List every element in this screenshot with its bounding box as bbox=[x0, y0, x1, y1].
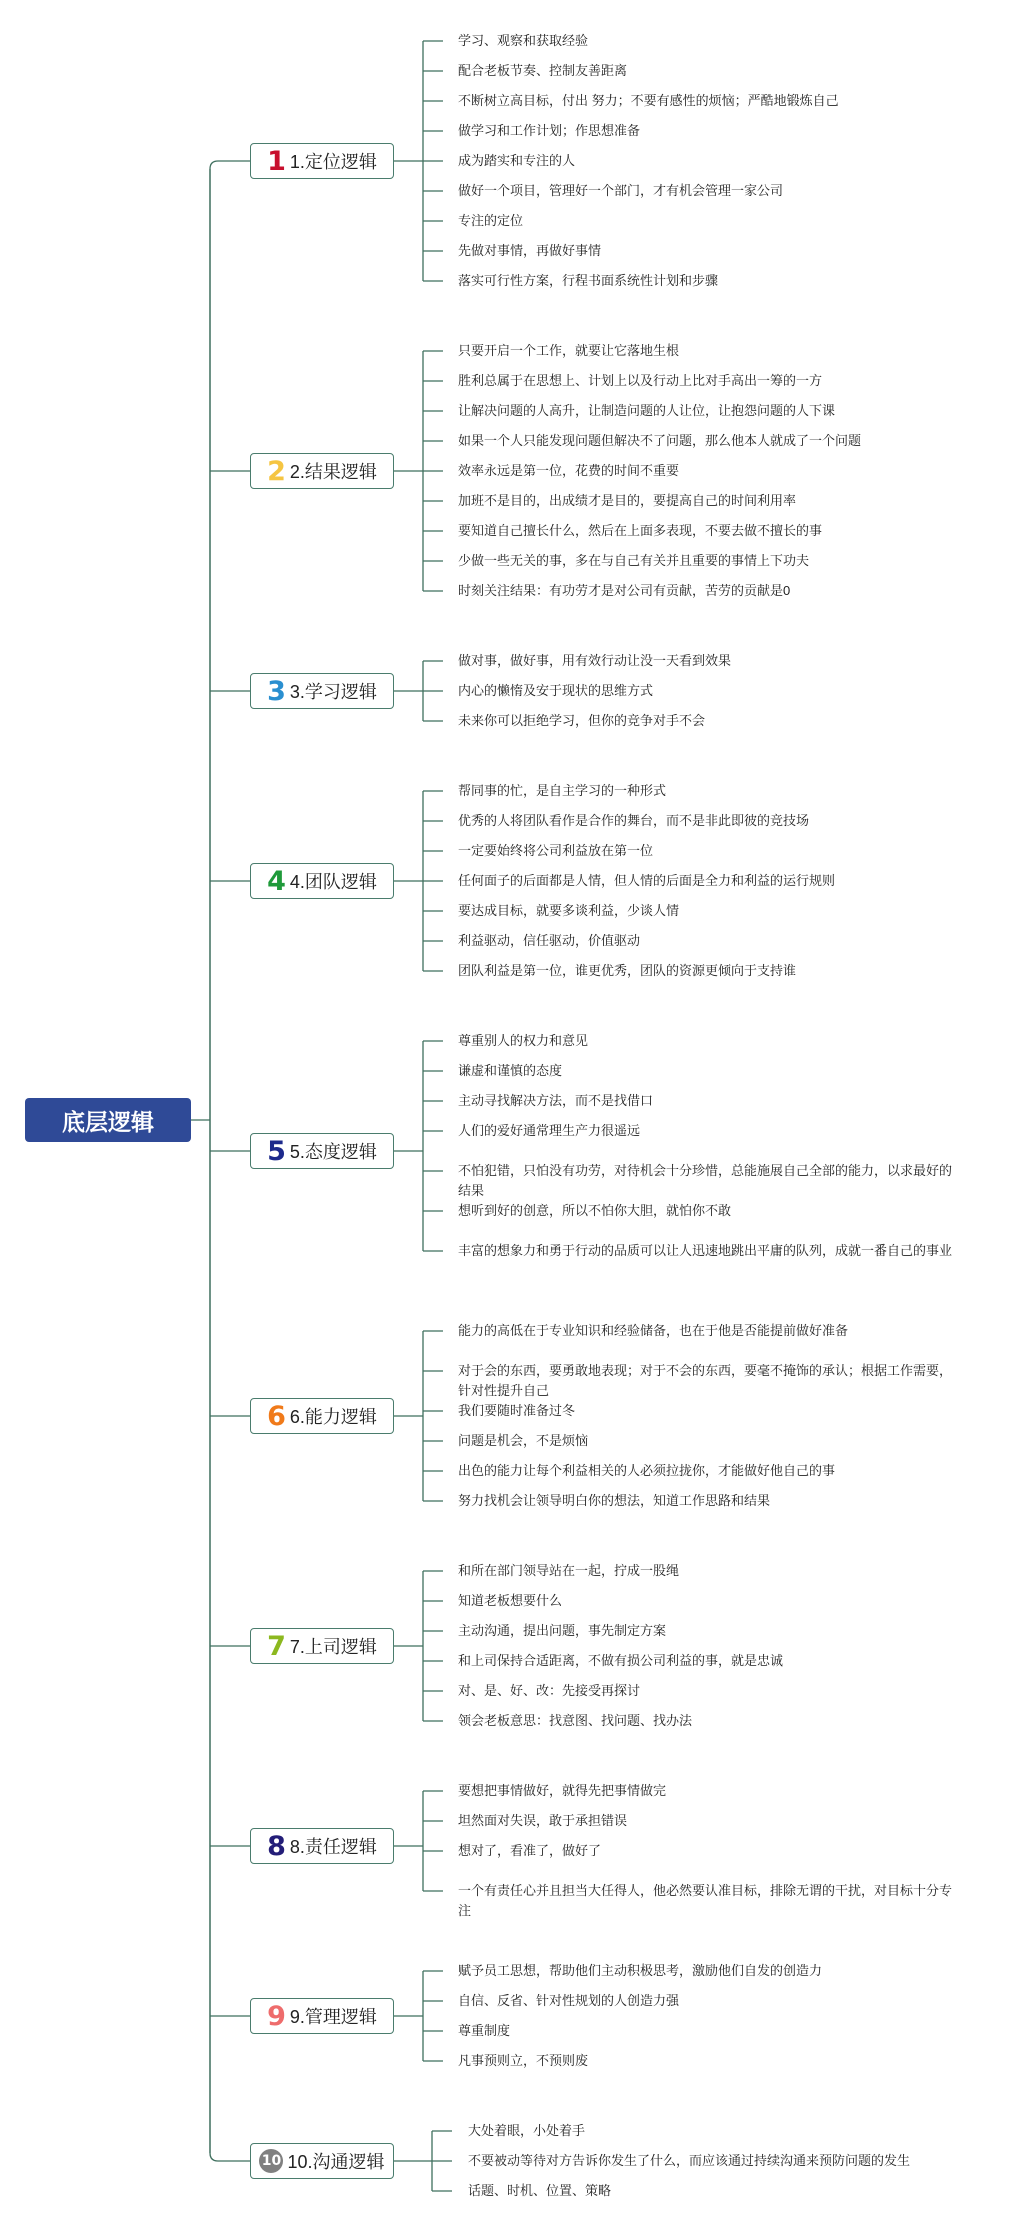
branch-label: 2.结果逻辑 bbox=[289, 462, 377, 482]
branch-label: 10.沟通逻辑 bbox=[287, 2152, 385, 2172]
leaf-item[interactable]: 先做对事情，再做好事情 bbox=[458, 243, 602, 258]
branch-node-2[interactable] bbox=[250, 453, 394, 489]
leaf-item[interactable]: 优秀的人将团队看作是合作的舞台，而不是非此即彼的竞技场 bbox=[458, 813, 810, 828]
number-icon: 6 bbox=[267, 1400, 286, 1432]
leaf-item[interactable]: 专注的定位 bbox=[458, 213, 524, 228]
leaf-item[interactable]: 问题是机会，不是烦恼 bbox=[458, 1433, 589, 1448]
branch-label: 4.团队逻辑 bbox=[289, 872, 377, 892]
leaf-item[interactable]: 少做一些无关的事，多在与自己有关并且重要的事情上下功夫 bbox=[458, 553, 810, 568]
leaf-item[interactable]: 想对了，看准了，做好了 bbox=[458, 1843, 602, 1858]
leaf-item[interactable]: 一定要始终将公司利益放在第一位 bbox=[458, 843, 654, 858]
leaf-item[interactable]: 做好一个项目，管理好一个部门，才有机会管理一家公司 bbox=[458, 183, 784, 198]
leaf-item[interactable]: 对、是、好、改：先接受再探讨 bbox=[458, 1683, 641, 1698]
leaf-item[interactable]: 不要被动等待对方告诉你发生了什么，而应该通过持续沟通来预防问题的发生 bbox=[468, 2153, 911, 2168]
leaf-item[interactable]: 主动沟通，提出问题，事先制定方案 bbox=[458, 1623, 667, 1638]
leaf-item[interactable]: 赋予员工思想，帮助他们主动积极思考，激励他们自发的创造力 bbox=[458, 1963, 823, 1978]
leaf-item[interactable]: 不断树立高目标，付出 努力；不要有感性的烦恼；严酷地锻炼自己 bbox=[458, 93, 839, 108]
leaf-item[interactable]: 努力找机会让领导明白你的想法，知道工作思路和结果 bbox=[458, 1493, 771, 1508]
branch-label: 7.上司逻辑 bbox=[289, 1637, 377, 1657]
leaf-item[interactable]: 对于会的东西，要勇敢地表现；对于不会的东西，要毫不掩饰的承认；根据工作需要，针对性提升自己 bbox=[458, 1363, 953, 1398]
leaf-item[interactable]: 成为踏实和专注的人 bbox=[458, 153, 576, 168]
leaf-item[interactable]: 领会老板意思：找意图、找问题、找办法 bbox=[458, 1713, 693, 1728]
leaf-item[interactable]: 做学习和工作计划；作思想准备 bbox=[458, 123, 641, 138]
leaf-item[interactable]: 和所在部门领导站在一起，拧成一股绳 bbox=[458, 1563, 680, 1578]
leaf-item[interactable]: 丰富的想象力和勇于行动的品质可以让人迅速地跳出平庸的队列，成就一番自己的事业 bbox=[458, 1243, 953, 1258]
branch-label: 3.学习逻辑 bbox=[289, 682, 377, 702]
leaf-item[interactable]: 尊重制度 bbox=[458, 2023, 511, 2038]
leaf-item[interactable]: 帮同事的忙，是自主学习的一种形式 bbox=[458, 783, 667, 798]
leaf-item[interactable]: 能力的高低在于专业知识和经验储备，也在于他是否能提前做好准备 bbox=[458, 1323, 849, 1338]
leaf-item[interactable]: 凡事预则立，不预则废 bbox=[458, 2053, 589, 2068]
leaf-item[interactable]: 自信、反省、针对性规划的人创造力强 bbox=[458, 1993, 680, 2008]
leaf-item[interactable]: 出色的能力让每个利益相关的人必须拉拢你，才能做好他自己的事 bbox=[458, 1463, 836, 1478]
branch-label: 1.定位逻辑 bbox=[289, 152, 377, 172]
number-icon: 5 bbox=[267, 1135, 286, 1167]
number-icon: 9 bbox=[267, 2000, 286, 2032]
number-icon: 7 bbox=[267, 1630, 286, 1662]
leaf-item[interactable]: 团队利益是第一位，谁更优秀，团队的资源更倾向于支持谁 bbox=[458, 963, 797, 978]
leaf-item[interactable]: 加班不是目的，出成绩才是目的，要提高自己的时间利用率 bbox=[458, 493, 797, 508]
leaf-item[interactable]: 利益驱动，信任驱动，价值驱动 bbox=[458, 933, 641, 948]
leaf-item[interactable]: 要想把事情做好，就得先把事情做完 bbox=[458, 1783, 667, 1798]
leaf-item[interactable]: 知道老板想要什么 bbox=[458, 1593, 563, 1608]
leaf-item[interactable]: 话题、时机、位置、策略 bbox=[468, 2183, 612, 2198]
branch-label: 6.能力逻辑 bbox=[289, 1407, 377, 1427]
leaf-item[interactable]: 做对事，做好事，用有效行动让没一天看到效果 bbox=[458, 653, 732, 668]
branch-node-7[interactable] bbox=[250, 1628, 394, 1664]
leaf-item[interactable]: 配合老板节奏、控制友善距离 bbox=[458, 63, 628, 78]
root-node[interactable] bbox=[25, 1098, 191, 1142]
branch-node-8[interactable] bbox=[250, 1828, 394, 1864]
branch-node-3[interactable] bbox=[250, 673, 394, 709]
leaf-item[interactable]: 时刻关注结果：有功劳才是对公司有贡献，苦劳的贡献是0 bbox=[458, 583, 791, 598]
leaf-item[interactable]: 落实可行性方案，行程书面系统性计划和步骤 bbox=[458, 273, 719, 288]
branch-node-9[interactable] bbox=[250, 1998, 394, 2034]
branch-node-4[interactable] bbox=[250, 863, 394, 899]
branch-node-1[interactable] bbox=[250, 143, 394, 179]
leaf-item[interactable]: 效率永远是第一位，花费的时间不重要 bbox=[458, 463, 680, 478]
leaf-item[interactable]: 和上司保持合适距离，不做有损公司利益的事，就是忠诚 bbox=[458, 1653, 784, 1668]
leaf-item[interactable]: 尊重别人的权力和意见 bbox=[458, 1033, 589, 1048]
leaf-item[interactable]: 不怕犯错，只怕没有功劳，对待机会十分珍惜，总能施展自己全部的能力，以求最好的结果 bbox=[458, 1163, 953, 1198]
number-icon: 10 bbox=[259, 2149, 283, 2173]
leaf-item[interactable]: 要达成目标，就要多谈利益，少谈人情 bbox=[458, 903, 680, 918]
leaf-item[interactable]: 任何面子的后面都是人情，但人情的后面是全力和利益的运行规则 bbox=[458, 873, 836, 888]
leaf-item[interactable]: 学习、观察和获取经验 bbox=[458, 33, 589, 48]
leaf-item[interactable]: 大处着眼，小处着手 bbox=[468, 2123, 586, 2138]
branch-connector bbox=[210, 161, 250, 1120]
number-icon: 3 bbox=[267, 675, 286, 707]
number-icon: 1 bbox=[267, 145, 286, 177]
leaf-item[interactable]: 如果一个人只能发现问题但解决不了问题，那么他本人就成了一个问题 bbox=[458, 433, 862, 448]
branch-node-5[interactable] bbox=[250, 1133, 394, 1169]
branch-connector bbox=[210, 1120, 250, 2161]
number-icon: 2 bbox=[267, 455, 286, 487]
leaf-item[interactable]: 内心的懒惰及安于现状的思维方式 bbox=[458, 683, 654, 698]
branch-label: 9.管理逻辑 bbox=[289, 2007, 377, 2027]
leaf-item[interactable]: 一个有责任心并且担当大任得人，他必然要认准目标，排除无谓的干扰，对目标十分专注 bbox=[458, 1883, 953, 1918]
root-title: 底层逻辑 bbox=[62, 1108, 154, 1135]
leaf-item[interactable]: 主动寻找解决方法，而不是找借口 bbox=[458, 1093, 654, 1108]
leaf-item[interactable]: 想听到好的创意，所以不怕你大胆，就怕你不敢 bbox=[458, 1203, 732, 1218]
branch-node-10[interactable] bbox=[250, 2143, 394, 2179]
leaf-item[interactable]: 谦虚和谨慎的态度 bbox=[458, 1063, 563, 1078]
leaf-item[interactable]: 让解决问题的人高升，让制造问题的人让位，让抱怨问题的人下课 bbox=[458, 403, 836, 418]
leaf-item[interactable]: 胜利总属于在思想上、计划上以及行动上比对手高出一筹的一方 bbox=[458, 373, 823, 388]
leaf-item[interactable]: 我们要随时准备过冬 bbox=[458, 1403, 576, 1418]
number-icon: 4 bbox=[267, 865, 286, 897]
branch-node-6[interactable] bbox=[250, 1398, 394, 1434]
leaf-item[interactable]: 未来你可以拒绝学习，但你的竞争对手不会 bbox=[458, 713, 706, 728]
leaf-item[interactable]: 要知道自己擅长什么，然后在上面多表现，不要去做不擅长的事 bbox=[458, 523, 823, 538]
number-icon: 8 bbox=[267, 1830, 286, 1862]
leaf-item[interactable]: 坦然面对失误，敢于承担错误 bbox=[458, 1813, 628, 1828]
branch-label: 5.态度逻辑 bbox=[289, 1142, 377, 1162]
leaf-item[interactable]: 只要开启一个工作，就要让它落地生根 bbox=[458, 343, 680, 358]
leaf-item[interactable]: 人们的爱好通常理生产力很遥远 bbox=[458, 1123, 641, 1138]
branch-label: 8.责任逻辑 bbox=[289, 1837, 377, 1857]
